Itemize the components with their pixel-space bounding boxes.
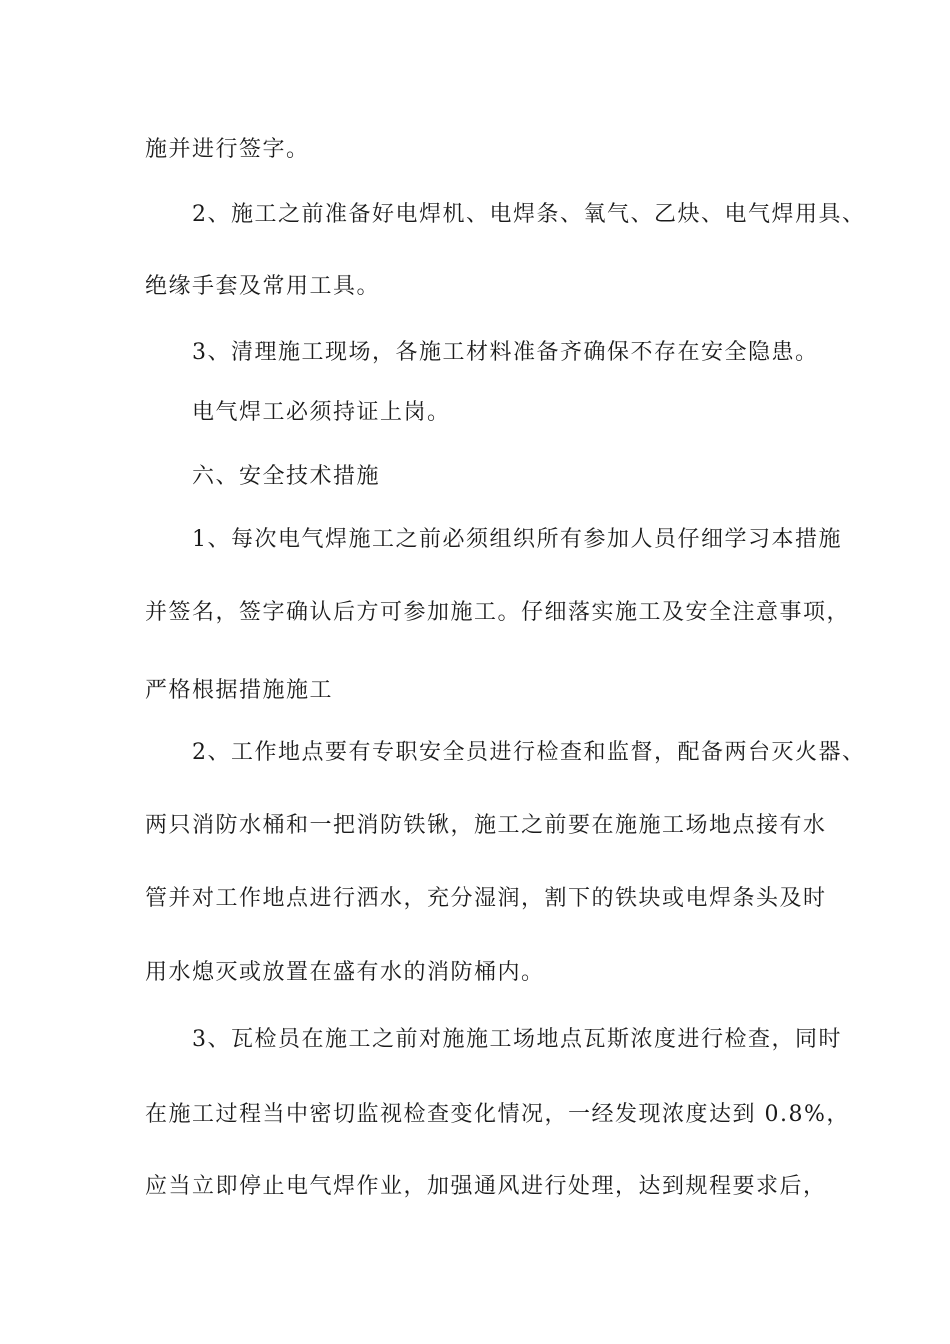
text-line: 1、每次电气焊施工之前必须组织所有参加人员仔细学习本措施 [192, 527, 842, 552]
text-line: 2、施工之前准备好电焊机、电焊条、氧气、乙炔、电气焊用具、 [192, 202, 866, 227]
text-line: 2、工作地点要有专职安全员进行检查和监督，配备两台灭火器、 [192, 740, 866, 765]
text-line: 管并对工作地点进行洒水，充分湿润，割下的铁块或电焊条头及时 [145, 886, 827, 911]
text-line: 用水熄灭或放置在盛有水的消防桶内。 [145, 960, 545, 985]
text-line: 严格根据措施施工 [145, 678, 334, 703]
text-line: 3、清理施工现场，各施工材料准备齐确保不存在安全隐患。 [192, 340, 819, 365]
section-heading: 六、安全技术措施 [192, 464, 381, 489]
text-line: 并签名，签字确认后方可参加施工。仔细落实施工及安全注意事项， [145, 600, 851, 625]
text-line: 绝缘手套及常用工具。 [145, 274, 381, 299]
text-line: 应当立即停止电气焊作业，加强通风进行处理，达到规程要求后， [145, 1174, 827, 1199]
text-line: 两只消防水桶和一把消防铁锹，施工之前要在施施工场地点接有水 [145, 813, 827, 838]
text-line: 在施工过程当中密切监视检查变化情况，一经发现浓度达到 0.8%， [145, 1102, 850, 1127]
text-line: 电气焊工必须持证上岗。 [192, 400, 451, 425]
text-line: 施并进行签字。 [145, 137, 310, 162]
text-line: 3、瓦检员在施工之前对施施工场地点瓦斯浓度进行检查，同时 [192, 1027, 842, 1052]
